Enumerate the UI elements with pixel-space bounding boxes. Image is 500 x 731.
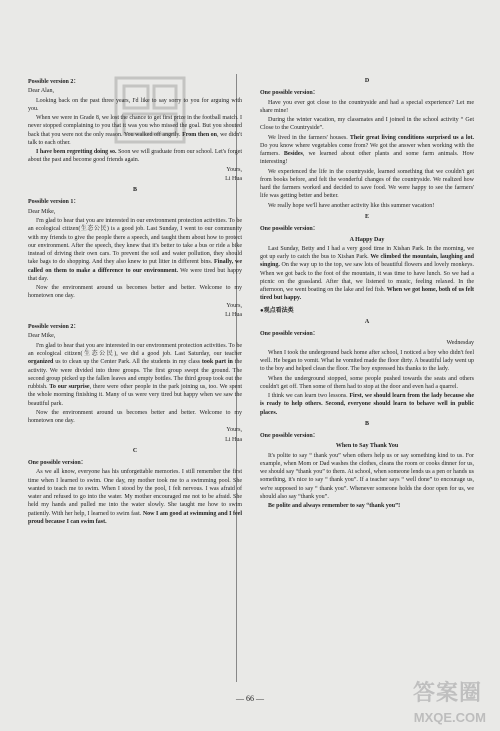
closing-signature: Li Hua: [225, 311, 242, 318]
paragraph: We really hope we'll have another activity like this summer vacation!: [268, 202, 435, 209]
paragraph: I think we can learn two lessons. First, we should learn from the lady because she is ready to help others. Second, everyone should learn to behave well in public places.: [260, 393, 474, 416]
essay-title: When to Say Thank You: [335, 443, 399, 450]
paragraph: We lived in the farmers' houses. Their great living conditions surprised us a lot. Do you know where vegetables come from? We got the answer when working with the farmers. Besides, we learned about other plants and some farm animals. How interesting!: [260, 134, 474, 166]
paragraph: I have been regretting doing so. Soon we will graduate from our school. Let's forget about the past and become good friends again.: [28, 149, 242, 164]
paragraph: I'm glad to hear that you are interested in our environment protection activities. To be an ecological citizen(生态公民), we did a good job. Last Saturday, our teacher organized us to clean up the Center Park. All the students in my class took part in the activity. We were divided into three groups. The first group swept the ground. The second group picked up the fallen leaves and empty bottles. The third group took out the rubbish. To our surprise, there were other people in the park joining us, too. We spent the whole morning finishing it. Many of us were very tired but happy when we saw the beautiful park.: [28, 342, 242, 407]
paragraph: We experienced the life in the countryside, learned something that we couldn't get from books before, and felt the wonderful changes of the countryside. We realized how hard the farmers worked and decided to save food. We were happy to see the farmers' life was getting better and better.: [260, 168, 474, 200]
category-heading: ●观点看法类: [260, 307, 294, 314]
section-label-b: B: [364, 420, 369, 427]
greeting-alan: Dear Alan,: [28, 88, 54, 95]
paragraph: It's polite to say “ thank you” when others help us or say something kind to us. For example, when Mom or Dad washes the clothes, cleans the room or cooks dinner for us, we should say “thank you” to them. At school, when someone lends us a pen or hands us something, it's nice to say “ thank you”. If a teacher says “ well done” to encourage us, we're supposed to say “ thank you”. Whenever someone holds the door open for us, we should also say “thank you”.: [260, 452, 474, 500]
paragraph: When the underground stopped, some people pushed towards the seats and others couldn't get off. Then some of them had to stop at the door and even had a quarrel.: [260, 375, 474, 390]
greeting-mike: Dear Mike,: [28, 333, 56, 340]
section-label-e: E: [364, 213, 369, 220]
heading-one-possible-version: One possible version：: [260, 331, 319, 338]
paragraph: Be polite and always remember to say “thank you”!: [268, 503, 401, 510]
paragraph: Have you ever got close to the countryside and had a special experience? Let me share mine!: [260, 99, 474, 114]
greeting-mike: Dear Mike,: [28, 208, 56, 215]
section-label-d: D: [364, 78, 370, 84]
paragraph: Now the environment around us becomes better and better. Welcome to my hometown one day.: [28, 409, 242, 425]
heading-one-possible-version: One possible version：: [260, 433, 319, 440]
paragraph: When I took the underground back home after school, I noticed a boy who didn't feel well. He began to vomit. What he vomited made the floor dirty. A beautiful lady went up to the boy and helped clean the floor. The boy expressed his thanks to the lady.: [260, 349, 474, 373]
paragraph: As we all know, everyone has his unforgettable memories. I still remember the first time when I learned to swim. One day, my mother took me to a swimming pool. She wanted to teach me to swim. When I stood by the pool, I felt nervous. I was afraid of water and refused to go into the water. My mother encouraged me not to be afraid. She held my hands and pulled me into the water slowly. She taught me how to swim patiently. With her help, I learned to swim fast. Now I am good at swimming and I feel proud because I can swim fast.: [28, 469, 242, 526]
heading-possible-version-1: Possible version 1：: [28, 199, 80, 206]
paragraph: I'm glad to hear that you are interested in our environment protection activities. To be an ecological citizen(生态公民) is a good job. Last Sunday, I went to our community with my friends to give the people there a speech, and taught them about how to protect our environment. After the speech, they knew that it's better to take a bus or ride a bike instead of driving their own cars. To prevent the soil and water pollution, they should take bags to do shopping. And they also knew to put litter in different bins. Finally, we called on them to make a difference to our environment. We were tired but happy that day.: [28, 217, 242, 282]
paragraph: Last Sunday, Betty and I had a very good time in Xishan Park. In the morning, we got up early to catch the bus to Xishan Park. We climbed the mountain, laughing and singing. On the way up to the top, we saw lots of beautiful flowers and lovely monkeys. When we got back to the foot of the mountain, it was time to have lunch. So we had a picnic on the grassland. After that, we listened to music, feeling relaxed. In the afternoon, we went boating on the lake and fed fish. When we got home, both of us felt tired but happy.: [260, 245, 474, 302]
two-column-body: [28, 74, 474, 684]
heading-possible-version-2: Possible version 2：: [28, 79, 80, 85]
heading-one-possible-version: One possible version：: [260, 226, 319, 233]
diary-date: Wednesday: [446, 340, 474, 347]
section-label-b: B: [132, 187, 137, 194]
watermark-logo: 答案圈: [412, 680, 482, 705]
heading-possible-version-2b: Possible version 2：: [28, 324, 80, 331]
section-label-c: C: [132, 447, 138, 454]
closing-signature: Li Hua: [225, 175, 242, 182]
right-column: [260, 74, 474, 684]
closing-yours: Yours,: [226, 302, 242, 309]
left-column: [28, 74, 242, 684]
paragraph: Looking back on the past three years, I'd like to say sorry to you for arguing with you.: [28, 97, 242, 112]
closing-yours: Yours,: [226, 427, 242, 434]
essay-title: A Happy Day: [349, 236, 385, 243]
heading-one-possible-version: One possible version：: [260, 90, 319, 97]
watermark-url: MXQE.COM: [413, 710, 486, 725]
page-number: — 66 —: [236, 694, 264, 703]
closing-signature: Li Hua: [225, 436, 242, 443]
paragraph: Now the environment around us becomes better and better. Welcome to my hometown one day.: [28, 285, 242, 300]
paragraph: During the winter vacation, my classmates and I joined in the school activity “ Get Close to the Countryside”.: [260, 117, 474, 132]
paragraph: When we were in Grade 8, we lost the chance to get first prize in the football match. I never stopped complaining to you that it was you who missed the goal. But you shouted back that you were not the only reason. You walked off angrily. From then on, we didn't talk to each other.: [28, 115, 242, 146]
section-label-a: A: [364, 318, 370, 325]
heading-one-possible-version: One possible version：: [28, 460, 87, 467]
closing-yours: Yours,: [226, 166, 242, 173]
